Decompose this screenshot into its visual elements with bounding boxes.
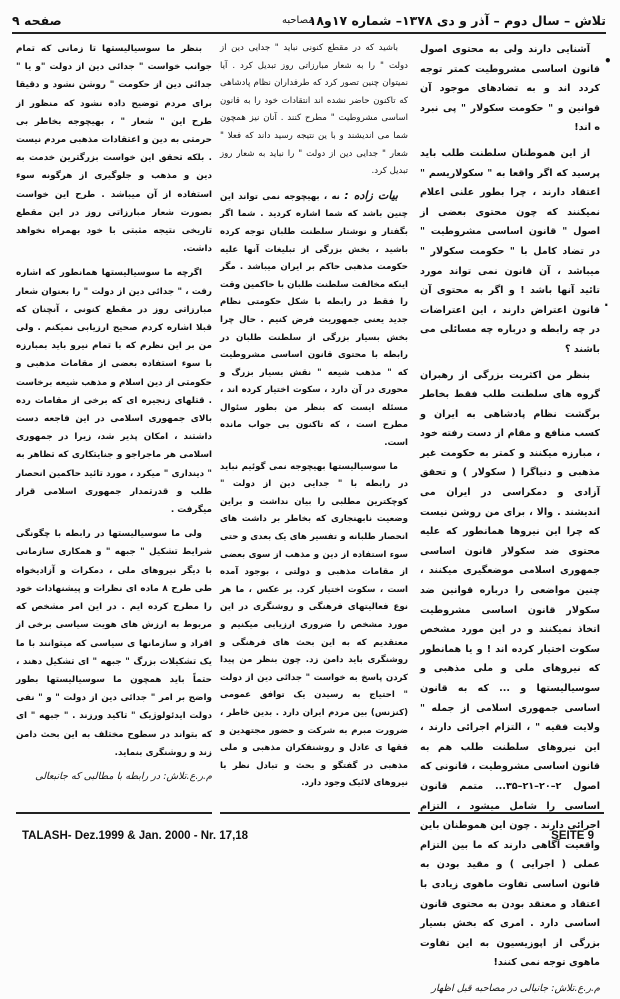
paragraph: بنظر من اکثریت بزرگی از رهبران گروه های سلطنت طلب فقط بخاطر برگشت نظام پادشاهی به ایران و کسب منافع و مقام از دست رفته خود ، مبارزه میکنند و کمتر به حکومت غیر مذهبی و دنیاگرا ( سکولار ) و تحقق آزادی و دمکراسی در ایران می اندیشند . والا ، برای من روشن نیست که چرا این نیروها همانطور که علیه محتوی ضد سکولار قانون اساسی جمهوری اسلامی موضعگیری میکنند ، چنین مواضعی را درباره قوانین ضد سکولار قانون اساسی مشروطیت اتخاذ نمیکنند و در این مورد مشخص سکوت اختیار کرده اند ! و یا همانطور که نیروهای ملی و ملی مذهبی و سوسیالیستها و ... که به قانون اساسی جمهوری اسلامی از جمله " ولایت فقیه " ، التزام اجرائی دارند ، این نیروهای سلطنت طلب هم به قانون اساسی مشروطیت ، قانونی که اصول ۲–۲۰–۲۱–۳۵... متمم قانون اساسی را شامل میشود ، التزام اجرائی دارند . چون این هموطنان باین واقعیت آگاهی دارند که ما بین التزام عملی ( اجرایی ) و مقید بودن به قانون اساسی تفاوت ماهوی زیادی با اعتقاد و معتقد بودن به محتوی قانون اساسی دارد . امری که بخش بسیار بزرگی از اپوزیسیون به این تفاوت ماهوی توجه نمی کنند! — [420, 369, 600, 969]
article-column-left — [16, 40, 212, 812]
paragraph: ما سوسیالیستها بهیچوجه نمی گوئیم نباید در رابطه با " جدایی دین از دولت " کوچکترین مطلبی را بیان نداشت و براین وضعیت نابهنجاری که بخاطر بر داشت های انحصار طلبانه و تفسیر های یک بعدی و حتی سوء استفاده از دین و مذهب از سوی بعضی از مقامات مذهبی و دولتی ، بوجود آمده است ، سکوت اختیار کرد. بر عکس ، ما هر نوع فعالیتهای فرهنگی و روشنگری در این مورد مشخص را ضروری ارزیابی میکنیم و معتقدیم که به این بحث های فرهنگی و روشنگری باید دامن زد. چون بنظر من پیدا کردن پاسخ به خواست " جدائی دین از دولت " احتیاج به رسیدن یک توافق عمومی (کنزنس) بین مردم ایران دارد . بدین خاطر ، ضرورت مبرم به شرکت و حضور مجتهدین و فقها ی عادل و روشنفکران مذهبی و ملی مذهبی در گفتگو و بحث و تبادل نظر با نیروهای لائیک وجود دارد. — [220, 461, 408, 789]
article-column-middle — [220, 40, 408, 812]
bullet-marker-icon: • — [604, 54, 612, 68]
paragraph: ولی ما سوسیالیستها در رابطه با چگونگی شرایط تشکیل " جبهه " و همکاری سازمانی با دیگر نیروهای ملی ، دمکرات و آزادیخواه طی طرح ۸ ماده ای نظرات و پیشنهادات خود را مطرح کرده ایم . در این امر مشخص که مربوط به ارزش های هویت سیاسی برخی از افراد و سازمانها ی سیاسی که میتوانند با ما یک تشکیلات بزرگ " جبهه " ای تشکیل دهند ، حتماً باید همچون ما سوسیالیستها بطور واضح بر امر " جدائی دین از دولت " و " نفی دولت ایدئولوژیک " تاکید ورزند . " جبهه " ای که بتواند در سطوح مختلف به این بحث دامن زند و روشنگری بنماید. — [16, 529, 212, 758]
page-number-fa: صفحه ۹ — [12, 13, 62, 28]
question-signature: م.ر.ع.تلاش: جانبالی در مصاحبه قبل اظهار — [431, 982, 600, 994]
paragraph: از این هموطنان سلطنت طلب باید پرسید که اگر واقعا به " سکولاریسم " اعتقاد دارند ، چرا بطور علنی اعلام نمیکنند که چون محتوی بعضی از اصول " قانون اساسی مشروطیت " در تضاد کامل با " حکومت سکولار " میباشد ، آن قانون نمی تواند مورد تائید آنها باشد ! و اگر به محتوی آن قانون اعتراض دارند ، این اعتراضات در چه رابطه و درباره چه مسائلی می باشند ؟ — [420, 147, 600, 355]
paragraph: باشید که در مقطع کنونی نباید " جدایی دین از دولت " را به شعار مبارزاتی روز تبدیل کرد . آیا نمیتوان چنین تصور کرد که طرفداران نظام پادشاهی که تاکنون حاضر نشده اند انتقادات خود را به قانون اساسی مشروطیت " مطرح کنند . آنان نیز همچون شما می اندیشند و با ین نتیجه رسید داند که فعلا " شعار " جدایی دین از دولت " را نباید به شعار روز تبدیل کرد. — [220, 43, 408, 177]
question-signature: م.ر.ع.تلاش: در رابطه با مطالبی که جانبعالی — [35, 770, 212, 782]
column-divider-rule — [418, 812, 604, 814]
paragraph: بنظر ما سوسیالیستها تا زمانی که تمام جوانب خواست " جدائی دین از دولت "و یا " جدائی دین از حکومت " روشن نشود و دقیقا برای مردم توضیح داده نشود که منظور از طرح این " شعار " ، بهیچوجه بخاطر بی حرمتی به دین و اعتقادات مذهبی مردم نیست . بلکه تحقق این خواست بزرگترین خدمت به دین و مذهب و جلوگیری از هرگونه سوء استفاده از آن میباشد . طرح این خواست بصورت شعار مبارزاتی روز در این مقطع تاریخی نتیجه مثبتی با خود بهمراه نخواهد داشت. — [16, 44, 212, 255]
page-header — [12, 10, 606, 34]
journal-title: تلاش – سال دوم – آذر و دی ۱۳۷۸– شماره ۱۷و۱۸ — [308, 13, 606, 28]
speaker-name: بیات زاده : — [344, 188, 398, 202]
footer-publication-info: TALASH- Dez.1999 & Jan. 2000 - Nr. 17,18 — [22, 830, 249, 842]
section-label: مصاحبه — [282, 15, 314, 26]
answer-text: نه ، بهیچوجه نمی تواند این چنین باشد که شما اشاره کردید . شما اگر بگفتار و نوشتار سلطنت طلبان توجه کرده باشید ، بخش بزرگی از تبلیغات آنها علیه حکومت مذهبی حاکم بر ایران میباشد . مگر اینکه مخالفت سلطنت طلبان با حاکمین وقت را فقط در رابطه با شکل حکومتی نظام جدید یعنی جمهوریت فرض کنیم . حال چرا بخش بسیار بزرگی از سلطنت طلبان در رابطه با محتوی قانون اساسی مشروطیت که " مذهب شیعه " نقش بسیار بزرگ و محوری در آن دارد ، سکوت اختیار کرده اند ، مسئله ایست که بنظر من بطور سئوال مطرح است ، که تاکنون بی جواب مانده است. — [220, 191, 408, 449]
paragraph: اگرچه ما سوسیالیستها همانطور که اشاره رفت ، " جدائی دین از دولت " را بعنوان شعار مبارزاتی روز در مقطع کنونی ، آنچنان که قبلا اشاره کردم صحیح ارزیابی نمیکنم . ولی من بر این نظرم که با تمام نیرو باید بمبارزه با سوء استفاده بعضی از مقامات مذهبی و حکومتی از دین اسلام و مذهب شیعه برخاست . قتلهای زنجیره ای که برخی از مقامات رده بالای جمهوری اسلامی در این فاجعه دست داشتند ، امکان پذیر شد، زیرا در جمهوری اسلامی هر ماجراجو و جنایتکاری که تظاهر به " دینداری " میکرد ، مورد تائید حاکمین انحصار طلب و قدرتمدار جمهوری اسلامی قرار میگرفت . — [16, 268, 212, 516]
footer-page-number: SEITE 9 — [551, 830, 594, 842]
column-divider-rule — [16, 812, 212, 814]
bullet-marker-icon: · — [604, 298, 609, 312]
column-divider-rule — [220, 812, 410, 814]
answer-paragraph — [220, 187, 408, 453]
paragraph: آشنایی دارند ولی به محتوی اصول قانون اساسی مشروطیت کمتر توجه کردد اند و به تضادهای موجود آن قوانین و " حکومت سکولار " پی نبرد ه اند! — [420, 44, 600, 134]
